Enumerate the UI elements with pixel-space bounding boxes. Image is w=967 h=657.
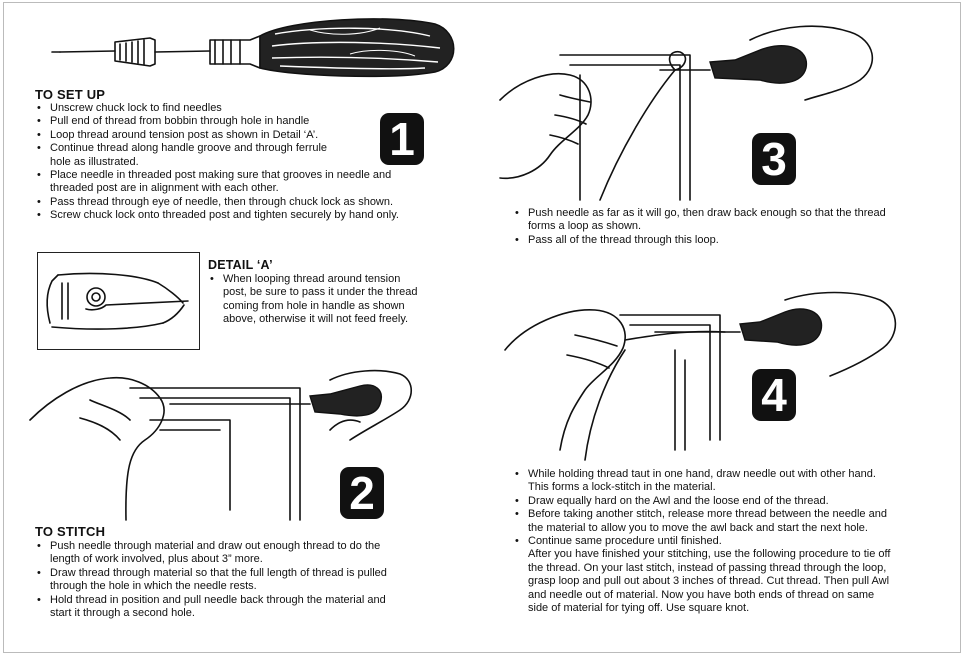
- detail-a-box: [37, 252, 200, 350]
- detail-a-heading: DETAIL ‘A’: [208, 258, 273, 272]
- tension-post-detail-illustration: [38, 253, 201, 351]
- detail-a-list: [208, 273, 458, 327]
- list-item-continuation: above, otherwise it will not feed freely.: [223, 313, 409, 326]
- list-item: • Push needle through material and draw out enough thread to do the: [35, 540, 475, 553]
- list-item-continuation: side of material for tying off. Use square knot.: [528, 602, 750, 615]
- step-3-badge: 3: [752, 133, 796, 185]
- step-2-badge: 2: [340, 467, 384, 519]
- list-item-continuation: hole as illustrated.: [50, 155, 139, 168]
- list-item: • Place needle in threaded post making sure that grooves in needle and: [35, 169, 475, 182]
- list-item: • Continue thread along handle groove and through ferrule: [35, 142, 475, 155]
- step-3-list: [513, 207, 943, 247]
- list-item: • Draw thread through material so that the full length of thread is pulled: [35, 567, 475, 580]
- list-item-continuation: After you have finished your stitching, use the following procedure to tie off: [528, 548, 891, 561]
- list-item: • Pull end of thread from bobbin through hole in handle: [35, 115, 475, 128]
- list-item: • Hold thread in position and pull needle back through the material and: [35, 594, 475, 607]
- list-item-continuation: through the hole in which the needle rests.: [50, 580, 257, 593]
- list-item: • Pass all of the thread through this loop.: [513, 234, 943, 247]
- list-item-continuation: grasp loop and pull out about 3 inches of thread. Cut thread. Then pull Awl: [528, 575, 890, 588]
- step-4-badge: 4: [752, 369, 796, 421]
- list-item: • Draw equally hard on the Awl and the loose end of the thread.: [513, 495, 953, 508]
- list-item: • Loop thread around tension post as shown in Detail ‘A’.: [35, 129, 475, 142]
- setup-heading: TO SET UP: [35, 87, 106, 102]
- stitch-heading: TO STITCH: [35, 524, 106, 539]
- list-item: • Push needle as far as it will go, then draw back enough so that the thread: [513, 207, 943, 220]
- awl-tool-illustration: [60, 14, 460, 84]
- list-item: • Before taking another stitch, release more thread between the needle and: [513, 508, 953, 521]
- list-item-continuation: post, be sure to pass it under the thread: [223, 286, 418, 299]
- list-item-continuation: the material to allow you to move the awl back and start the next hole.: [528, 521, 868, 534]
- list-item: • While holding thread taut in one hand, draw needle out with other hand.: [513, 468, 953, 481]
- list-item-continuation: the thread. On your last stitch, instead of passing thread through the loop,: [528, 561, 887, 574]
- list-item: • Unscrew chuck lock to find needles: [35, 102, 475, 115]
- list-item-continuation: This forms a lock-stitch in the material.: [528, 481, 716, 494]
- list-item-continuation: start it through a second hole.: [50, 607, 195, 620]
- list-item-continuation: and needle out of material. Now you have both ends of thread on same: [528, 588, 875, 601]
- list-item: • Continue same procedure until finished.: [513, 535, 953, 548]
- stitch-list: [35, 540, 475, 620]
- step-4-illustration: [505, 290, 925, 460]
- list-item-continuation: length of work involved, plus about 3” more.: [50, 553, 263, 566]
- list-item: • Pass thread through eye of needle, then through chuck lock as shown.: [35, 196, 475, 209]
- list-item-continuation: coming from hole in handle as shown: [223, 299, 405, 312]
- list-item-continuation: forms a loop as shown.: [528, 220, 642, 233]
- step-1-badge: 1: [380, 113, 424, 165]
- list-item: • Screw chuck lock onto threaded post and tighten securely by hand only.: [35, 209, 475, 222]
- step-4-list: [513, 468, 953, 615]
- step-3-illustration: [500, 20, 920, 200]
- list-item: • When looping thread around tension: [208, 273, 458, 286]
- list-item-continuation: threaded post are in alignment with each other.: [50, 182, 279, 195]
